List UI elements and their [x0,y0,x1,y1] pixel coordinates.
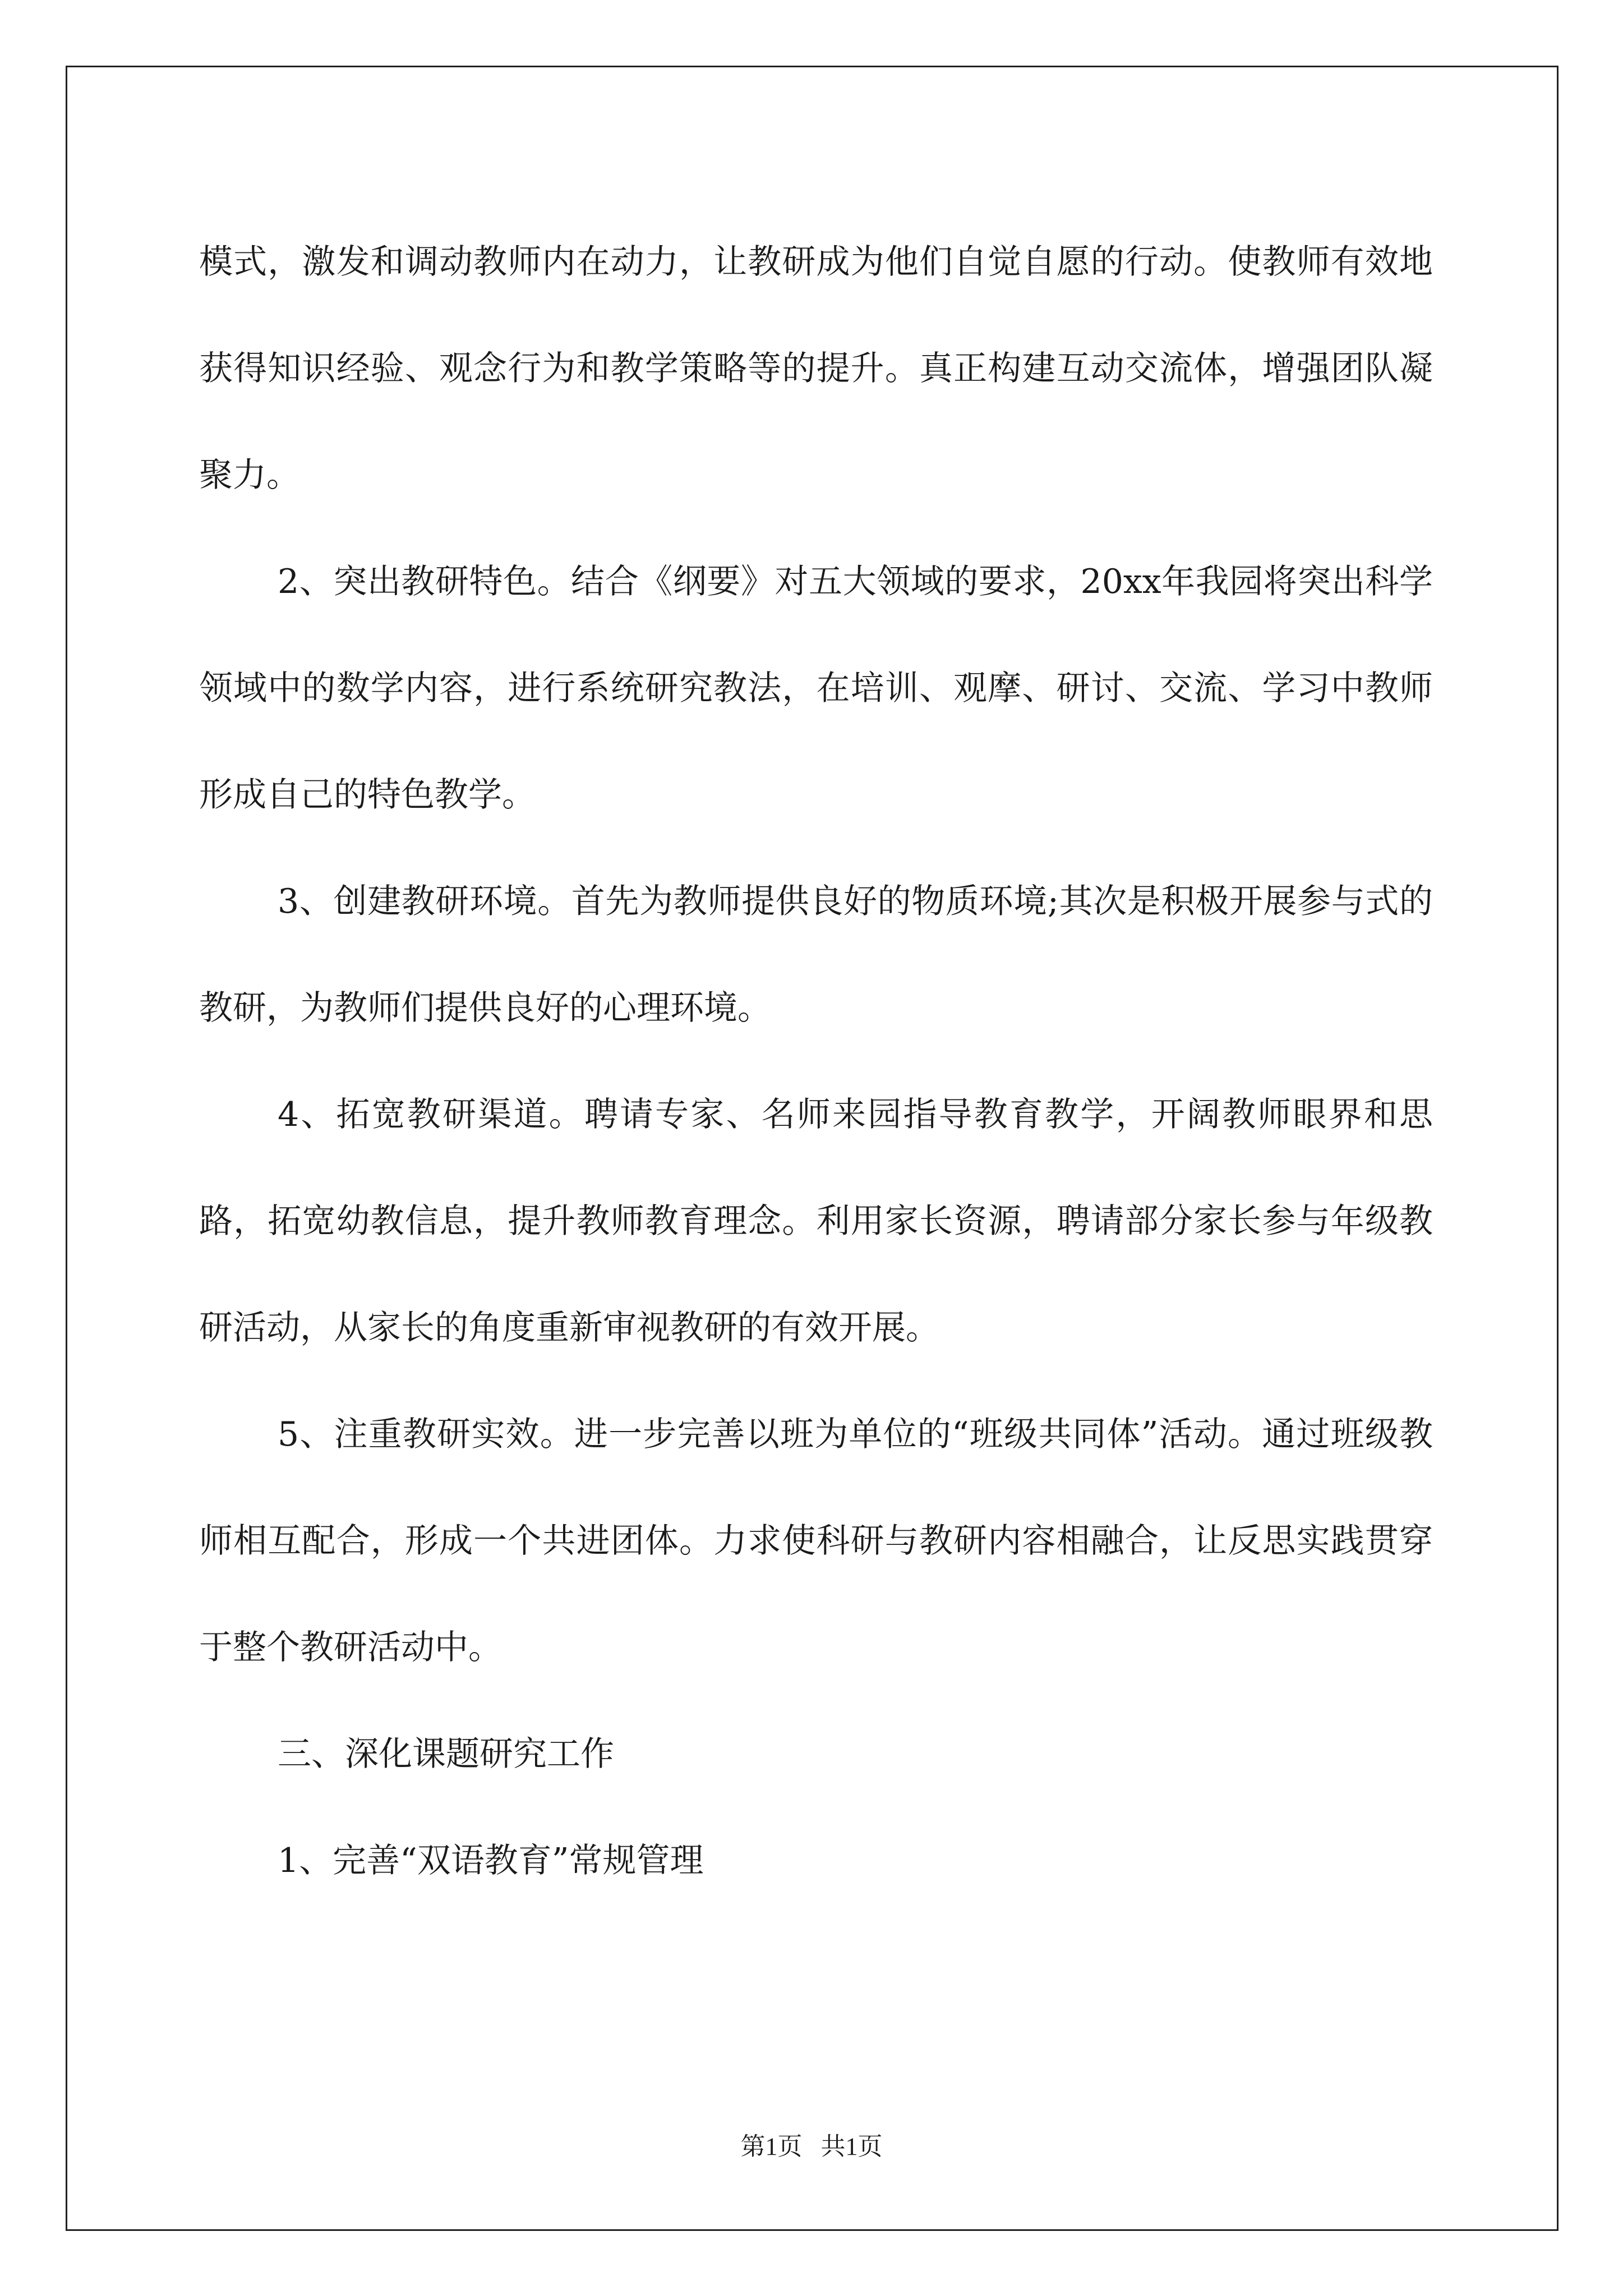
paragraph-5: 5、注重教研实效。进一步完善以班为单位的“班级共同体”活动。通过班级教师相互配合，形成一个共进团体。力求使科研与教研内容相融合，让反思实践贯穿于整个教研活动中。 [199,1415,1433,1667]
paragraph-1: 模式，激发和调动教师内在动力，让教研成为他们自觉自愿的行动。使教师有效地获得知识经验、观念行为和教学策略等的提升。真正构建互动交流体，增强团队凝聚力。 [199,242,1433,495]
paragraph-2: 2、突出教研特色。结合《纲要》对五大领域的要求，20xx年我园将突出科学领域中的数学内容，进行系统研究教法，在培训、观摩、研讨、交流、学习中教师形成自己的特色教学。 [199,562,1433,815]
subsection-heading: 1、完善“双语教育”常规管理 [278,1841,704,1880]
paragraph-4: 4、拓宽教研渠道。聘请专家、名师来园指导教育教学，开阔教师眼界和思路，拓宽幼教信息，提升教师教育理念。利用家长资源，聘请部分家长参与年级教研活动，从家长的角度重新审视教研的有效开展。 [199,1095,1433,1347]
section-heading: 三、深化课题研究工作 [278,1734,614,1774]
page-number-footer: 第1页 共1页 [740,2133,883,2160]
paragraph-3: 3、创建教研环境。首先为教师提供良好的物质环境;其次是积极开展参与式的教研，为教师们提供良好的心理环境。 [199,882,1433,1028]
document-body [199,209,1433,1914]
